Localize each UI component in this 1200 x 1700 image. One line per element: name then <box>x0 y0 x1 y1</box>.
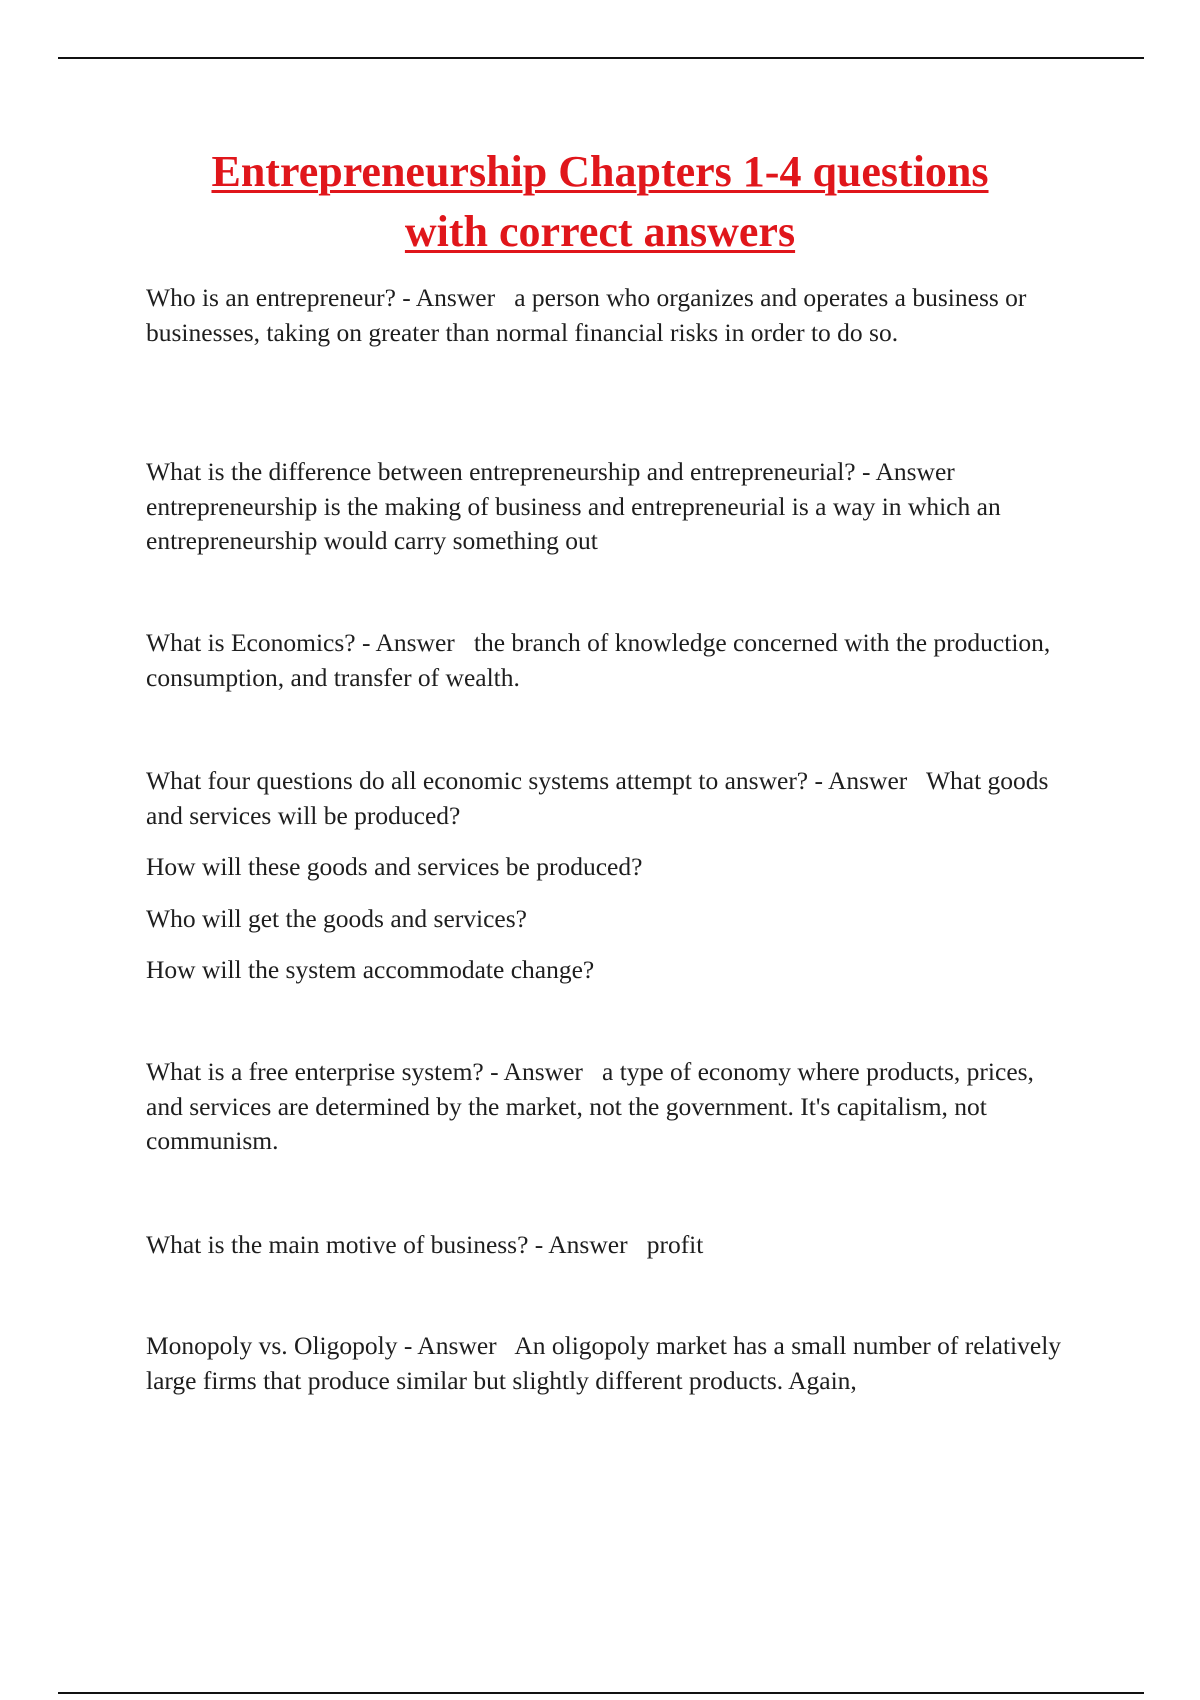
qa-text <box>146 1228 1076 1263</box>
question-text: Monopoly vs. Oligopoly - Answer <box>146 1331 497 1360</box>
qa-item-entrepreneur <box>146 281 1076 350</box>
qa-item-four-questions <box>146 764 1076 988</box>
answer-line: How will the system accommodate change? <box>146 955 595 984</box>
answer-line: How will these goods and services be produced? <box>146 852 643 881</box>
qa-text <box>146 764 1076 833</box>
answer-text: entrepreneurship is the making of business and entrepreneurial is a way in which an entrepreneurship would carry something out <box>146 491 1001 555</box>
qa-text <box>146 626 1076 695</box>
top-rule <box>58 57 1144 59</box>
qa-text <box>146 455 1076 559</box>
question-text: What four questions do all economic systems attempt to answer? - Answer <box>146 766 908 795</box>
answer-text: a type of economy where products, prices, and services are determined by the market, not the government. It's capitalism, not communism. <box>146 1057 1034 1155</box>
answer-text: the branch of knowledge concerned with the production, consumption, and transfer of wealth. <box>146 628 1051 692</box>
qa-text <box>146 1329 1076 1398</box>
qa-item-monopoly-oligopoly <box>146 1329 1076 1398</box>
qa-item-free-enterprise <box>146 1055 1076 1159</box>
question-text: What is a free enterprise system? - Answer <box>146 1057 583 1086</box>
answer-text: a person who organizes and operates a business or businesses, taking on greater than normal financial risks in order to do so. <box>146 283 1027 347</box>
qa-text <box>146 281 1076 350</box>
title-line-1: Entrepreneurship Chapters 1-4 questions <box>211 147 989 196</box>
answer-text: An oligopoly market has a small number of relatively large firms that produce similar but slightly different products. Again, <box>146 1331 1062 1395</box>
question-text: What is the main motive of business? - Answer <box>146 1230 628 1259</box>
question-text: What is the difference between entrepreneurship and entrepreneurial? - Answer <box>146 457 955 486</box>
answer-text: profit <box>646 1230 704 1259</box>
answer-line: Who will get the goods and services? <box>146 903 527 933</box>
qa-item-difference <box>146 455 1076 559</box>
qa-item-business-motive <box>146 1228 1076 1263</box>
bottom-rule <box>58 1692 1144 1694</box>
qa-text <box>146 1055 1076 1159</box>
question-text: Who is an entrepreneur? - Answer <box>146 283 496 312</box>
title-line-2: with correct answers <box>404 207 796 256</box>
qa-item-economics <box>146 626 1076 695</box>
document-title <box>100 142 1100 262</box>
answer-text: What goods and services will be produced? <box>146 766 1049 830</box>
question-text: What is Economics? - Answer <box>146 628 455 657</box>
